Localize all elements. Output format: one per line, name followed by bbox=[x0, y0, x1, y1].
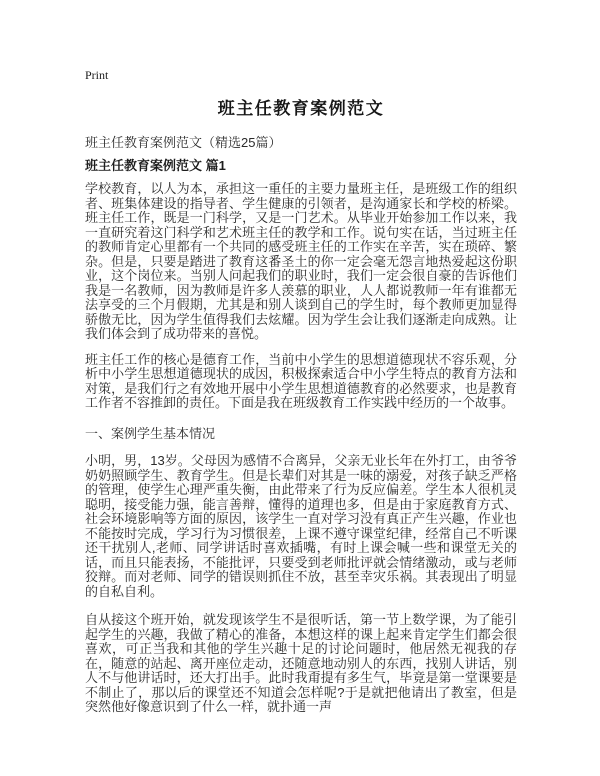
print-link[interactable]: Print bbox=[85, 68, 109, 82]
document-content bbox=[85, 0, 517, 715]
intro-paragraph-2: 班主任工作的核心是德育工作，当前中小学生的思想道德现状不容乐观，分析中小学生思想道德现状的成因，积极探索适合中小学生特点的教育方法和对策，是我们行之有效地开展中小学生思想道德教育的必然要求，也是教育工作者不容推卸的责任。下面是我在班级教育工作实践中经历的一个故事。 bbox=[85, 351, 517, 410]
section-heading-case-basic-info: 一、案例学生基本情况 bbox=[85, 425, 216, 441]
article-heading: 班主任教育案例范文 篇1 bbox=[85, 157, 226, 173]
case-paragraph-2: 自从接这个班开始，就发现该学生不是很听话，第一节上数学课，为了能引起学生的兴趣，我做了精心的准备，本想这样的课上起来肯定学生们都会很喜欢，可正当我和其他的学生兴趣十足的讨论问题时，他居然无视我的存在，随意的站起、离开座位走动，还随意地动别人的东西，找别人讲话，别人不与他讲话时，还大打出手。此时我甭提有多生气，毕竟是第一堂课要是不制止了，那以后的课堂还不知道会怎样呢?于是就把他请出了教室，但是突然他好像意识到了什么一样，就扑通一声 bbox=[85, 612, 517, 714]
intro-paragraph-1: 学校教育，以人为本，承担这一重任的主要力量班主任，是班级工作的组织者、班集体建设的指导者、学生健康的引领者，是沟通家长和学校的桥梁。班主任工作，既是一门科学，又是一门艺术。从毕业开始参加工作以来，我一直研究着这门科学和艺术班主任的教学和工作。说句实在话，当过班主任的教师肯定心里都有一个共同的感受班主任的工作实在辛苦，实在琐碎、繁杂。但是，只要是踏进了教育这番圣土的你一定会毫无怨言地热爱起这份职业，这个岗位来。当别人问起我们的职业时，我们一定会很自豪的告诉他们我是一名教师，因为教师是许多人羡慕的职业，人人都说教师一年有谁都无法享受的三个月假期，尤其是和别人谈到自己的学生时，每个教师更加显得骄傲无比，因为学生值得我们去炫耀。因为学生会让我们逐渐走向成熟。让我们体会到了成功带来的喜悦。 bbox=[85, 181, 517, 341]
collection-subtitle: 班主任教育案例范文（精选25篇） bbox=[85, 135, 282, 150]
page-title: 班主任教育案例范文 bbox=[217, 99, 385, 118]
case-paragraph-1: 小明，男，13岁。父母因为感情不合离异，父亲无业长年在外打工，由爷爷奶奶照顾学生、教育学生。但是长辈们对其是一味的溺爱，对孩子缺乏严格的管理，使学生心理严重失衡，由此带来了行为反应偏差。学生本人很机灵聪明，接受能力强，能言善辩，懂得的道理也多，但是由于家庭教育方式、社会环境影响等方面的原因，该学生一直对学习没有真正产生兴趣，作业也不能按时完成，学习行为习惯很差，上课不遵守课堂纪律，经常自己不听课还干扰别人,老师、同学讲话时喜欢插嘴，有时上课会喊一些和课堂无关的话，而且只能表扬，不能批评，只要受到老师批评就会情绪激动，或与老师狡辩。而对老师、同学的错误则抓住不放，甚至幸灾乐祸。其表现出了明显的自私自利。 bbox=[85, 453, 517, 599]
